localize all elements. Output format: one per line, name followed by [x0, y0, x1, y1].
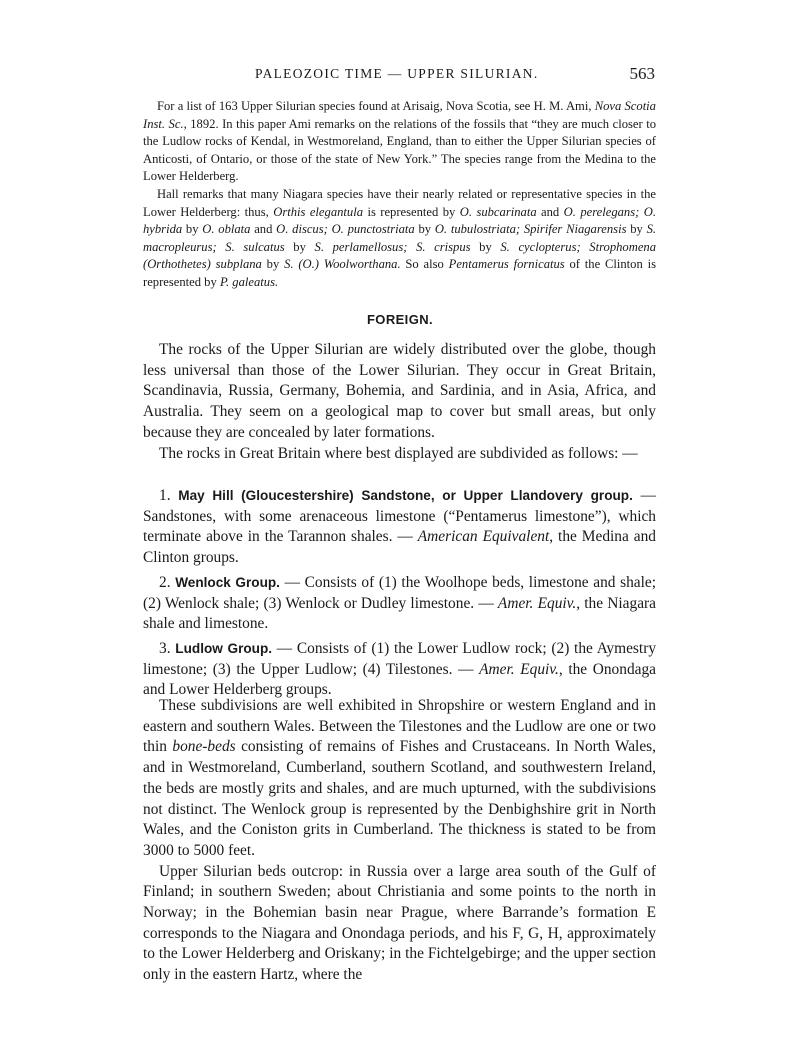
body-paragraph: The rocks of the Upper Silurian are widely distributed over the globe, though less universal than those of the Lower Silurian. They occur in Great Britain, Scandinavia, Russia, Germany, Bohemia, and Sardinia, and in Asia, Africa, and Australia. They seem on a geological map to cover but small areas, but only because they are concealed by later formations. [143, 341, 656, 441]
group-entry: 1. May Hill (Gloucestershire) Sandstone, or Upper Llandovery group. — Sandstones, with some arenaceous limestone (“Pentamerus limestone”), which terminate above in the Tarannon shales. — American Equivalent, the Medina and Clinton groups. [143, 487, 656, 567]
running-head: PALEOZOIC TIME — UPPER SILURIAN. [255, 66, 539, 81]
section-heading: FOREIGN. [366, 312, 434, 327]
group-entry: 2. Wenlock Group. — Consists of (1) the Woolhope beds, limestone and shale; (2) Wenlock shale; (3) Wenlock or Dudley limestone. — Amer. Equiv., the Niagara shale and limestone. [143, 573, 657, 633]
body-paragraph: The rocks in Great Britain where best displayed are subdivided as follows: — [159, 444, 638, 462]
group-name: May Hill (Gloucestershire) Sandstone, or Upper Llandovery group. [178, 488, 633, 503]
footnote-block [143, 98, 656, 292]
group-list [143, 486, 656, 705]
body-paragraph: Upper Silurian beds outcrop: in Russia over a large area south of the Gulf of Finland; in southern Sweden; about Christiania and some points to the north in Norway; in the Bohemian basin near Prague, where Barrande’s formation E corresponds to the Niagara and Onondaga periods, and his F, G, H, approximately to the Lower Helderberg and Oriskany; in the Fichtelgebirge; and the upper section only in the eastern Hartz, where the [143, 862, 656, 984]
body-paragraph: These subdivisions are well exhibited in Shropshire or western England and in eastern and southern Wales. Between the Tilestones and the Ludlow are one or two thin bone-beds consisting of remains of Fishes and Crustaceans. In North Wales, and in Westmoreland, Cumberland, southern Scotland, and southwestern Ireland, the beds are mostly grits and shales, and are much upturned, with the subdivisions not distinct. The Wenlock group is represented by the Denbighshire grit in North Wales, and the Coniston grits in Cumberland. The thickness is stated to be from 3000 to 5000 feet. [143, 697, 656, 859]
group-name: Wenlock Group. [175, 574, 280, 590]
page-header [145, 66, 655, 90]
group-entry: 3. Ludlow Group. — Consists of (1) the Lower Ludlow rock; (2) the Aymestry limestone; (3) the Upper Ludlow; (4) Tilestones. — Amer. Equiv., the Onondaga and Lower Helderberg groups. [143, 639, 657, 699]
page-number: 563 [629, 64, 655, 83]
body-text-main [143, 696, 656, 986]
body-text-intro [143, 340, 656, 464]
note-paragraph: Hall remarks that many Niagara species have their nearly related or representative species in the Lower Helderberg: thus, Orthis elegantula is represented by O. subcarinata and O. perelegans; O. hybrida by O. oblata and O. discus; O. punctostriata by O. tubulostriata; Spirifer Niagarensis by S. macropleurus; S. sulcatus by S. perlamellosus; S. crispus by S. cyclopterus; Strophomena (Orthothetes) subplana by S. (O.) Woolworthana. So also Pentamerus fornicatus of the Clinton is represented by P. galeatus. [143, 186, 657, 289]
note-paragraph: For a list of 163 Upper Silurian species found at Arisaig, Nova Scotia, see H. M. Ami, Nova Scotia Inst. Sc., 1892. In this paper Ami remarks on the relations of the fossils that “they are much closer to the Ludlow rocks of Kendal, in Westmoreland, England, than to either the Upper Silurian species of Anticosti, of Ontario, or those of the state of New York.” The species range from the Medina to the Lower Helderberg. [143, 99, 656, 184]
group-name: Ludlow Group. [175, 640, 273, 656]
